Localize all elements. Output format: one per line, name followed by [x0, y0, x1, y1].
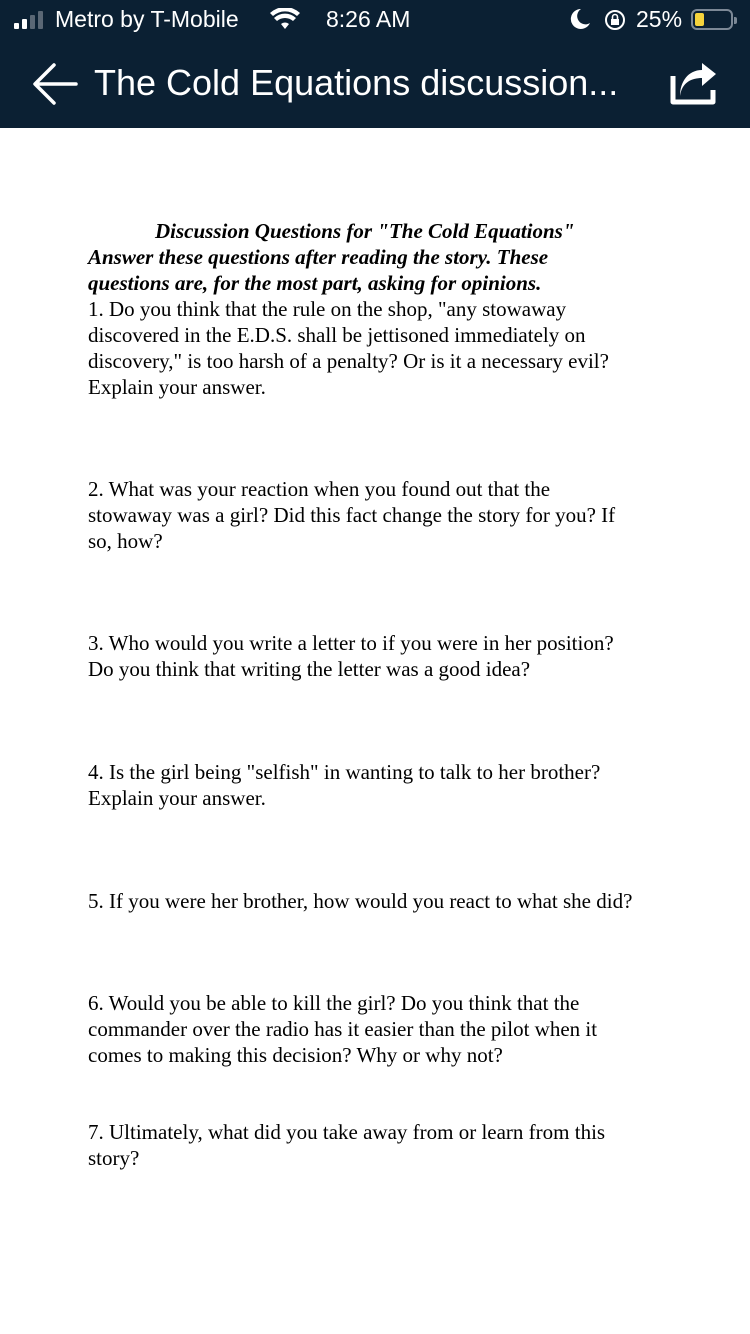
document-heading: Discussion Questions for "The Cold Equations" [155, 219, 575, 243]
clock: 8:26 AM [326, 6, 411, 32]
question-line: stowaway was a girl? Did this fact change the story for you? If [88, 503, 616, 527]
question-line: 3. Who would you write a letter to if you were in her position? [88, 631, 614, 655]
question-6 [88, 990, 597, 1068]
question-line: 4. Is the girl being "selfish" in wanting to talk to her brother? [88, 760, 601, 784]
question-line: 1. Do you think that the rule on the shop, "any stowaway [88, 297, 567, 321]
question-line: 2. What was your reaction when you found out that the [88, 477, 551, 501]
question-7 [88, 1119, 605, 1171]
question-line: 7. Ultimately, what did you take away from or learn from this [88, 1120, 606, 1144]
instructions-line: questions are, for the most part, asking for opinions. [88, 271, 542, 295]
question-line: comes to making this decision? Why or why not? [88, 1043, 503, 1067]
moon-icon [569, 8, 591, 30]
question-line: discovery," is too harsh of a penalty? Or is it a necessary evil? [88, 349, 609, 373]
question-3 [88, 630, 614, 682]
question-line: 5. If you were her brother, how would you react to what she did? [88, 889, 633, 913]
instructions-line: Answer these questions after reading the story. These [88, 245, 549, 269]
battery-icon [691, 9, 733, 30]
share-icon[interactable] [668, 62, 718, 106]
status-bar [0, 0, 750, 42]
carrier-name: Metro by T-Mobile [55, 6, 239, 32]
top-bar [0, 0, 750, 128]
question-2 [88, 476, 615, 554]
question-line: 6. Would you be able to kill the girl? Do you think that the [88, 991, 580, 1015]
question-1 [88, 296, 609, 400]
question-4 [88, 759, 600, 811]
battery-percent: 25% [636, 6, 683, 32]
question-line: so, how? [88, 529, 163, 553]
back-arrow-icon[interactable] [32, 62, 78, 106]
question-5 [88, 888, 632, 914]
instructions [88, 244, 548, 296]
question-line: discovered in the E.D.S. shall be jettisoned immediately on [88, 323, 586, 347]
question-line: Do you think that writing the letter was a good idea? [88, 657, 531, 681]
rotation-lock-icon [603, 8, 627, 32]
question-line: story? [88, 1146, 140, 1170]
wifi-icon [270, 8, 300, 30]
signal-icon [14, 11, 43, 29]
question-line: Explain your answer. [88, 375, 266, 399]
page-title: The Cold Equations discussion... [94, 62, 619, 103]
question-line: commander over the radio has it easier than the pilot when it [88, 1017, 598, 1041]
question-line: Explain your answer. [88, 786, 266, 810]
